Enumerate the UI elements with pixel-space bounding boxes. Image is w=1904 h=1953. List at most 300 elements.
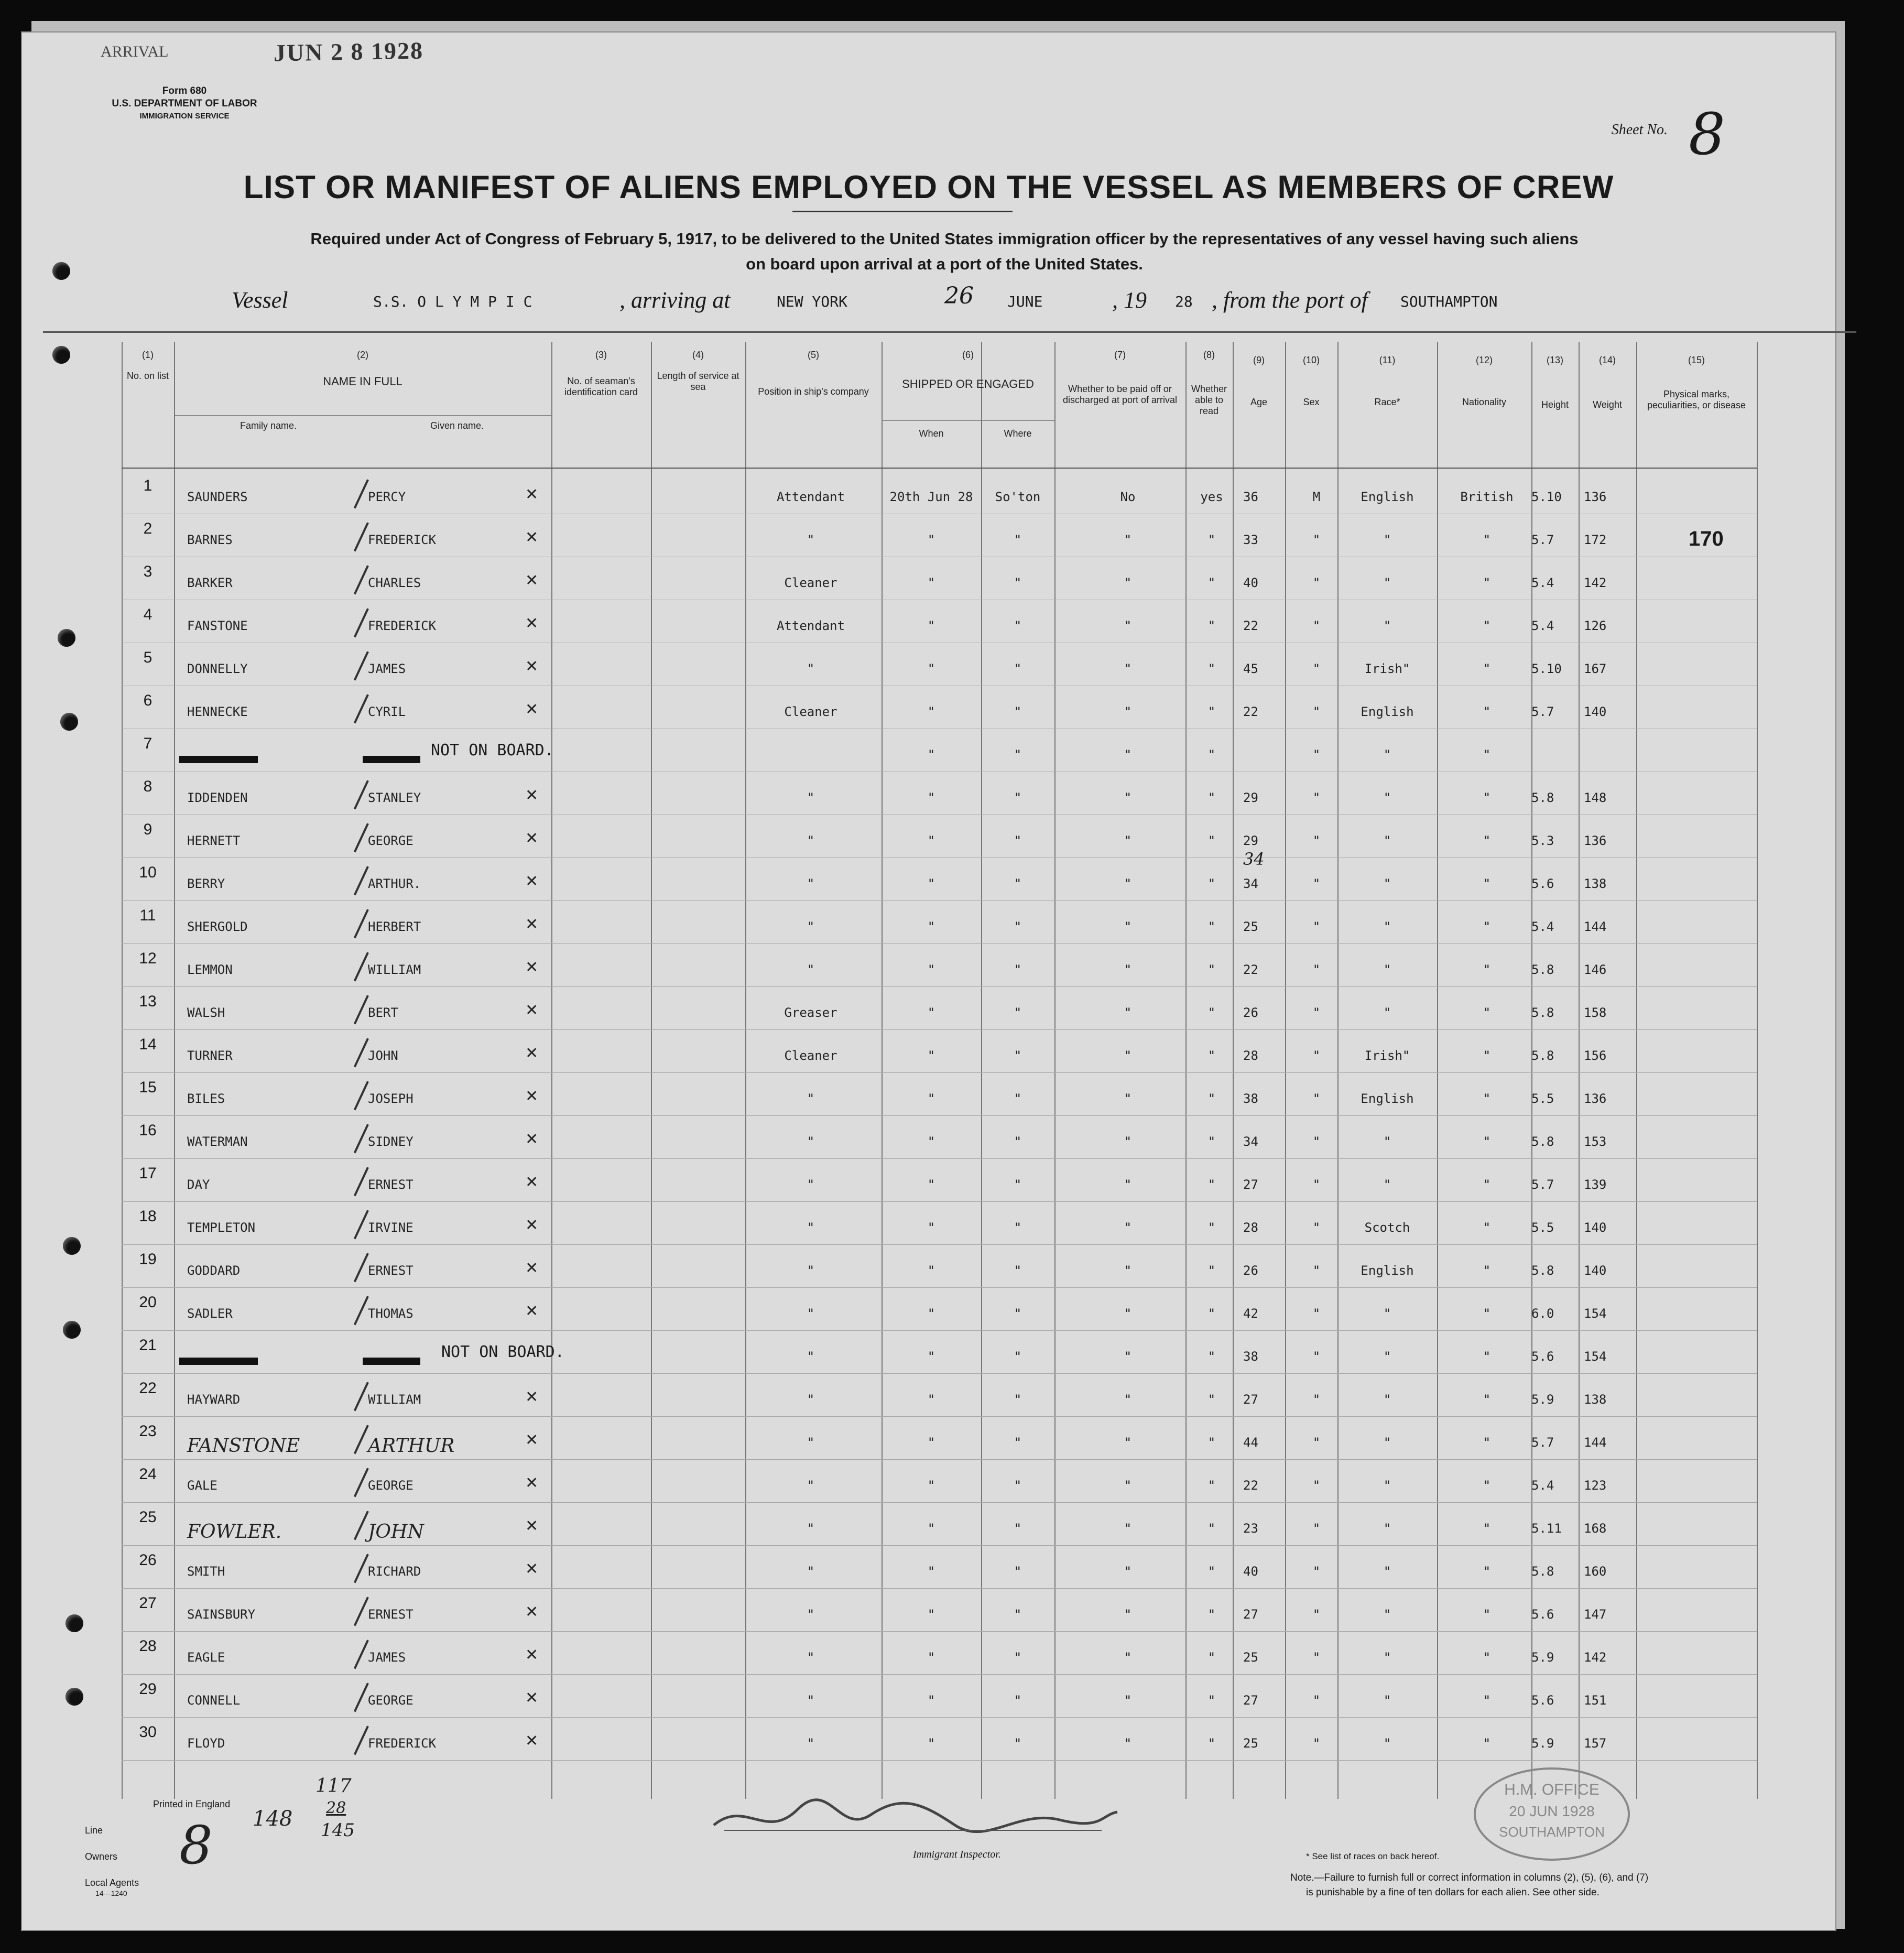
header-c12_label: Nationality [1462,397,1507,407]
cell-nationality: " [1483,1134,1491,1149]
tick-x-icon: ✕ [525,1001,539,1019]
cell-family: CONNELL [187,1693,241,1708]
cell-weight: 142 [1584,576,1607,590]
cell-where: " [1014,576,1022,590]
cell-when: " [927,1263,935,1278]
cell-sex: " [1312,1435,1321,1450]
cell-family: SADLER [187,1306,233,1321]
tick-x-icon: ✕ [525,1431,539,1449]
cell-height: 5.4 [1531,619,1554,633]
cell-given: ERNEST [368,1263,414,1278]
inspector-signature [703,1788,1123,1846]
cell-given: JAMES [368,661,406,676]
cell-position: " [807,833,815,848]
binding-hole [60,713,78,731]
cell-nationality: " [1483,1392,1491,1407]
cell-where: " [1014,1349,1022,1364]
cell-when: " [927,747,935,762]
cell-position: Attendant [776,490,845,504]
cell-paid: " [1124,661,1132,676]
cell-paid: " [1124,919,1132,934]
table-row [122,692,1757,741]
cell-nationality: British [1460,490,1514,504]
cell-read: " [1207,1220,1216,1235]
cell-age: 28 [1243,1220,1258,1235]
header-c8: (8) [1203,350,1215,360]
cell-family: FANSTONE [187,619,248,633]
cell-where: " [1014,919,1022,934]
cell-where: " [1014,790,1022,805]
cell-sex: " [1312,1177,1321,1192]
cell-race: Scotch [1364,1220,1410,1235]
row-number: 22 [139,1380,157,1397]
cell-height: 5.7 [1531,533,1554,547]
cell-nationality: " [1483,962,1491,977]
cell-read: " [1207,619,1216,633]
cell-nationality: " [1483,790,1491,805]
cell-read: " [1207,576,1216,590]
cell-given: JOHN [368,1048,398,1063]
strikethrough [363,756,420,763]
cell-family: SAINSBURY [187,1607,256,1622]
cell-where: " [1014,1478,1022,1493]
cell-nationality: " [1483,1564,1491,1579]
cell-given: PERCY [368,490,406,504]
row-number: 21 [139,1337,157,1354]
tick-x-icon: ✕ [525,1302,539,1320]
cell-height: 5.9 [1531,1650,1554,1665]
cell-given: ARTHUR. [368,876,421,891]
handwritten-148: 148 [253,1807,293,1831]
table-row [122,1680,1757,1730]
row-number: 27 [139,1594,157,1612]
cell-position: Attendant [776,619,845,633]
cell-where: " [1014,533,1022,547]
year-prefix: , 19 [1112,287,1147,313]
cell-when: " [927,704,935,719]
cell-when: 20th Jun 28 [889,490,973,504]
cell-weight: 140 [1584,704,1607,719]
header-c9: (9) [1253,355,1265,365]
tick-x-icon: ✕ [525,829,539,848]
row-number: 23 [139,1423,157,1440]
cell-read: yes [1200,490,1223,504]
cell-weight: 167 [1584,661,1607,676]
header-c7: (7) [1114,350,1126,360]
cell-height: 5.8 [1531,1048,1554,1063]
cell-where: " [1014,833,1022,848]
cell-race: " [1383,1435,1391,1450]
cell-sex: " [1312,1306,1321,1321]
cell-where: " [1014,1005,1022,1020]
table-row [122,1251,1757,1300]
row-number: 12 [139,950,157,967]
cell-read: " [1207,1177,1216,1192]
cell-height: 5.4 [1531,576,1554,590]
row-number: 10 [139,864,157,881]
cell-family: HERNETT [187,833,241,848]
cell-when: " [927,1091,935,1106]
cell-age: 23 [1243,1521,1258,1536]
cell-paid: " [1124,1177,1132,1192]
cell-given: SIDNEY [368,1134,414,1149]
cell-family: GODDARD [187,1263,241,1278]
row-number: 29 [139,1680,157,1698]
cell-height: 5.9 [1531,1392,1554,1407]
tick-x-icon: ✕ [525,872,539,891]
cell-where: " [1014,619,1022,633]
cell-weight: 158 [1584,1005,1607,1020]
tick-x-icon: ✕ [525,700,539,719]
cell-given: FREDERICK [368,533,437,547]
cell-height: 5.8 [1531,790,1554,805]
cell-sex: " [1312,790,1321,805]
table-row [122,1079,1757,1128]
cell-where: " [1014,1435,1022,1450]
cell-position: " [807,1349,815,1364]
cell-height: 5.5 [1531,1091,1554,1106]
cell-age: 33 [1243,533,1258,547]
table-row [122,649,1757,698]
header-c5: (5) [808,350,819,360]
year-suffix: 28 [1175,293,1193,310]
cell-age: 22 [1243,962,1258,977]
cell-sex: " [1312,1392,1321,1407]
cell-where: " [1014,876,1022,891]
table-row [122,606,1757,655]
service: IMMIGRATION SERVICE [139,112,230,121]
cell-height: 5.8 [1531,1263,1554,1278]
tick-x-icon: ✕ [525,1130,539,1148]
table-row [122,477,1757,526]
cell-height: 5.10 [1531,490,1562,504]
arrival-day: 26 [944,283,974,309]
cell-read: " [1207,1478,1216,1493]
cell-sex: " [1312,1048,1321,1063]
races-note: * See list of races on back hereof. [1306,1851,1440,1861]
row-number: 20 [139,1294,157,1311]
vessel-name: S.S. O L Y M P I C [373,293,532,310]
cell-when: " [927,1650,935,1665]
row-number: 1 [143,477,153,494]
cell-weight: 142 [1584,1650,1607,1665]
cell-age: 22 [1243,619,1258,633]
cell-paid: " [1124,962,1132,977]
cell-given: CYRIL [368,704,406,719]
cell-nationality: " [1483,1478,1491,1493]
tick-x-icon: ✕ [525,1173,539,1191]
cell-when: " [927,1521,935,1536]
tick-x-icon: ✕ [525,485,539,504]
cell-weight: 123 [1584,1478,1607,1493]
row-number: 7 [143,735,153,752]
cell-position: Greaser [784,1005,837,1020]
cell-height: 5.10 [1531,661,1562,676]
cell-read: " [1207,1650,1216,1665]
cell-family: HAYWARD [187,1392,241,1407]
cell-height: 5.7 [1531,1177,1554,1192]
cell-height: 5.9 [1531,1736,1554,1751]
cell-sex: " [1312,1693,1321,1708]
cell-position: " [807,1263,815,1278]
table-row [122,1423,1757,1472]
cell-race: " [1383,1478,1391,1493]
cell-given: BERT [368,1005,398,1020]
tick-x-icon: ✕ [525,1560,539,1578]
tick-x-icon: ✕ [525,614,539,633]
cell-race: " [1383,1736,1391,1751]
tick-x-icon: ✕ [525,657,539,676]
cell-family: DAY [187,1177,210,1192]
cell-nationality: " [1483,1435,1491,1450]
table-row [122,1380,1757,1429]
cell-nationality: " [1483,704,1491,719]
cell-where: " [1014,704,1022,719]
table-row [122,1208,1757,1257]
cell-where: " [1014,1392,1022,1407]
cell-height: 5.8 [1531,962,1554,977]
cell-weight: 153 [1584,1134,1607,1149]
arrival-port: NEW YORK [777,293,847,310]
header-c12: (12) [1475,355,1493,365]
owners-label: Owners [85,1851,118,1862]
cell-position: " [807,1220,815,1235]
cell-read: " [1207,919,1216,934]
cell-family: SAUNDERS [187,490,248,504]
cell-given: GEORGE [368,1478,414,1493]
cell-age: 40 [1243,1564,1258,1579]
inspector-label: Immigrant Inspector. [913,1849,1001,1860]
cell-read: " [1207,747,1216,762]
row-number: 8 [143,778,153,795]
cell-family: SMITH [187,1564,225,1579]
cell-weight: 147 [1584,1607,1607,1622]
cell-height: 5.6 [1531,876,1554,891]
form-info [95,85,274,123]
cell-paid: " [1124,1435,1132,1450]
table-row [122,864,1757,913]
handwritten-145: 145 [321,1820,355,1841]
cell-position: " [807,1521,815,1536]
header-c15_label: Physical marks, peculiarities, or disease [1647,389,1746,410]
cell-age: 27 [1243,1607,1258,1622]
cell-paid: " [1124,1650,1132,1665]
cell-position: " [807,1478,815,1493]
subheader-rule [882,420,1054,421]
cell-sex: " [1312,533,1321,547]
cell-read: " [1207,1435,1216,1450]
cell-weight: 139 [1584,1177,1607,1192]
cell-when: " [927,1392,935,1407]
row-number: 24 [139,1466,157,1483]
cell-height: 5.4 [1531,919,1554,934]
cell-read: " [1207,1564,1216,1579]
cell-age: 29 [1243,833,1258,848]
header-c13_label: Height [1541,399,1569,410]
cell-family: FOWLER. [187,1521,282,1543]
cell-position: " [807,533,815,547]
cell-read: " [1207,1736,1216,1751]
table-row [122,1337,1757,1386]
header-c2_family: Family name. [240,420,297,431]
cell-nationality: " [1483,619,1491,633]
cell-sex: " [1312,1478,1321,1493]
cell-where: " [1014,661,1022,676]
cell-race: " [1383,1564,1391,1579]
cell-paid: " [1124,1306,1132,1321]
cell-position: " [807,962,815,977]
binding-hole [66,1688,83,1706]
cell-age: 38 [1243,1091,1258,1106]
cell-race: English [1361,1263,1414,1278]
cell-sex: " [1312,576,1321,590]
cell-weight: 157 [1584,1736,1607,1751]
cell-where: " [1014,1134,1022,1149]
cell-when: " [927,576,935,590]
cell-height: 5.7 [1531,704,1554,719]
row-number: 25 [139,1509,157,1526]
cell-position: " [807,1177,815,1192]
tick-x-icon: ✕ [525,1216,539,1234]
cell-paid: " [1124,1607,1132,1622]
table-row [122,993,1757,1042]
header-c5_label: Position in ship's company [758,386,869,397]
cell-age: 27 [1243,1392,1258,1407]
header-c6_where: Where [1004,428,1032,439]
cell-sex: " [1312,1521,1321,1536]
cell-sex: " [1312,962,1321,977]
table-row [122,1294,1757,1343]
cell-given: JOHN [368,1521,424,1543]
header-c13: (13) [1546,355,1563,365]
strikethrough [363,1358,420,1365]
cell-weight: 172 [1584,533,1607,547]
cell-paid: " [1124,876,1132,891]
cell-race: " [1383,876,1391,891]
cell-family: GALE [187,1478,217,1493]
cell-height: 5.4 [1531,1478,1554,1493]
cell-nationality: " [1483,876,1491,891]
cell-read: " [1207,1134,1216,1149]
cell-race: " [1383,919,1391,934]
cell-weight: 146 [1584,962,1607,977]
cell-age: 25 [1243,1650,1258,1665]
document-title: LIST OR MANIFEST OF ALIENS EMPLOYED ON THE VESSEL AS MEMBERS OF CREW [243,169,1614,205]
local-agents-label: Local Agents [85,1878,139,1888]
cell-nationality: " [1483,1091,1491,1106]
table-row [122,1466,1757,1515]
cell-position: " [807,1564,815,1579]
tick-x-icon: ✕ [525,1474,539,1492]
cell-race: " [1383,833,1391,848]
cell-weight: 136 [1584,833,1607,848]
cell-when: " [927,1435,935,1450]
table-row [122,821,1757,870]
handwritten-age-correction: 34 [1243,849,1265,869]
cell-family: BARNES [187,533,233,547]
cell-age: 38 [1243,1349,1258,1364]
cell-family: IDDENDEN [187,790,248,805]
cell-age: 45 [1243,661,1258,676]
cell-race: Irish" [1364,1048,1410,1063]
tick-x-icon: ✕ [525,958,539,976]
cell-paid: " [1124,1693,1132,1708]
tick-x-icon: ✕ [525,528,539,547]
fine-note-1: Note.—Failure to furnish full or correct information in columns (2), (5), (6), and (7) [1290,1872,1649,1883]
subtitle-line-2: on board upon arrival at a port of the United States. [746,255,1143,273]
cell-race: " [1383,619,1391,633]
cell-when: " [927,1349,935,1364]
cell-sex: " [1312,876,1321,891]
cell-read: " [1207,1306,1216,1321]
cell-weight: 138 [1584,1392,1607,1407]
cell-age: 26 [1243,1263,1258,1278]
cell-where: " [1014,1693,1022,1708]
cell-weight: 136 [1584,1091,1607,1106]
header-c2_given: Given name. [430,420,484,431]
cell-sex: " [1312,704,1321,719]
cell-position: Cleaner [784,576,837,590]
subheader-rule [174,415,551,416]
cell-age: 27 [1243,1693,1258,1708]
cell-nationality: " [1483,576,1491,590]
cell-where: " [1014,1263,1022,1278]
cell-nationality: " [1483,1521,1491,1536]
cell-where: " [1014,1306,1022,1321]
row-number: 18 [139,1208,157,1225]
binding-hole [52,346,70,364]
cell-family: FLOYD [187,1736,225,1751]
row-number: 11 [139,907,156,924]
cell-nationality: " [1483,1693,1491,1708]
arrival-month: JUNE [1007,293,1043,310]
table-row [122,778,1757,827]
cell-weight: 154 [1584,1349,1607,1364]
header-c11: (11) [1379,355,1396,365]
cell-age: 34 [1243,1134,1258,1149]
table-row [122,735,1757,784]
cell-paid: " [1124,1005,1132,1020]
cell-where: " [1014,1650,1022,1665]
cell-age: 29 [1243,790,1258,805]
cell-position: " [807,1134,815,1149]
cell-position: " [807,661,815,676]
cell-height: 6.0 [1531,1306,1554,1321]
cell-paid: " [1124,1478,1132,1493]
cell-position: " [807,1435,815,1450]
header-bottom-rule [122,468,1757,469]
cell-race: " [1383,962,1391,977]
cell-nationality: " [1483,1263,1491,1278]
row-number: 16 [139,1122,157,1139]
cell-height: 5.8 [1531,1134,1554,1149]
cell-age: 25 [1243,1736,1258,1751]
fine-note-2: is punishable by a fine of ten dollars for each alien. See other side. [1306,1887,1600,1898]
cell-paid: " [1124,747,1132,762]
cell-sex: M [1312,490,1321,504]
header-c15: (15) [1688,355,1705,365]
cell-nationality: " [1483,919,1491,934]
tick-x-icon: ✕ [525,1517,539,1535]
document-subtitle [263,226,1626,277]
cell-sex: " [1312,1607,1321,1622]
cell-race: " [1383,747,1391,762]
seal-line-1: H.M. OFFICE [1504,1781,1600,1798]
header-c4_label: Length of service at sea [657,371,739,392]
cell-paid: " [1124,1521,1132,1536]
cell-race: " [1383,1521,1391,1536]
table-row [122,1509,1757,1558]
